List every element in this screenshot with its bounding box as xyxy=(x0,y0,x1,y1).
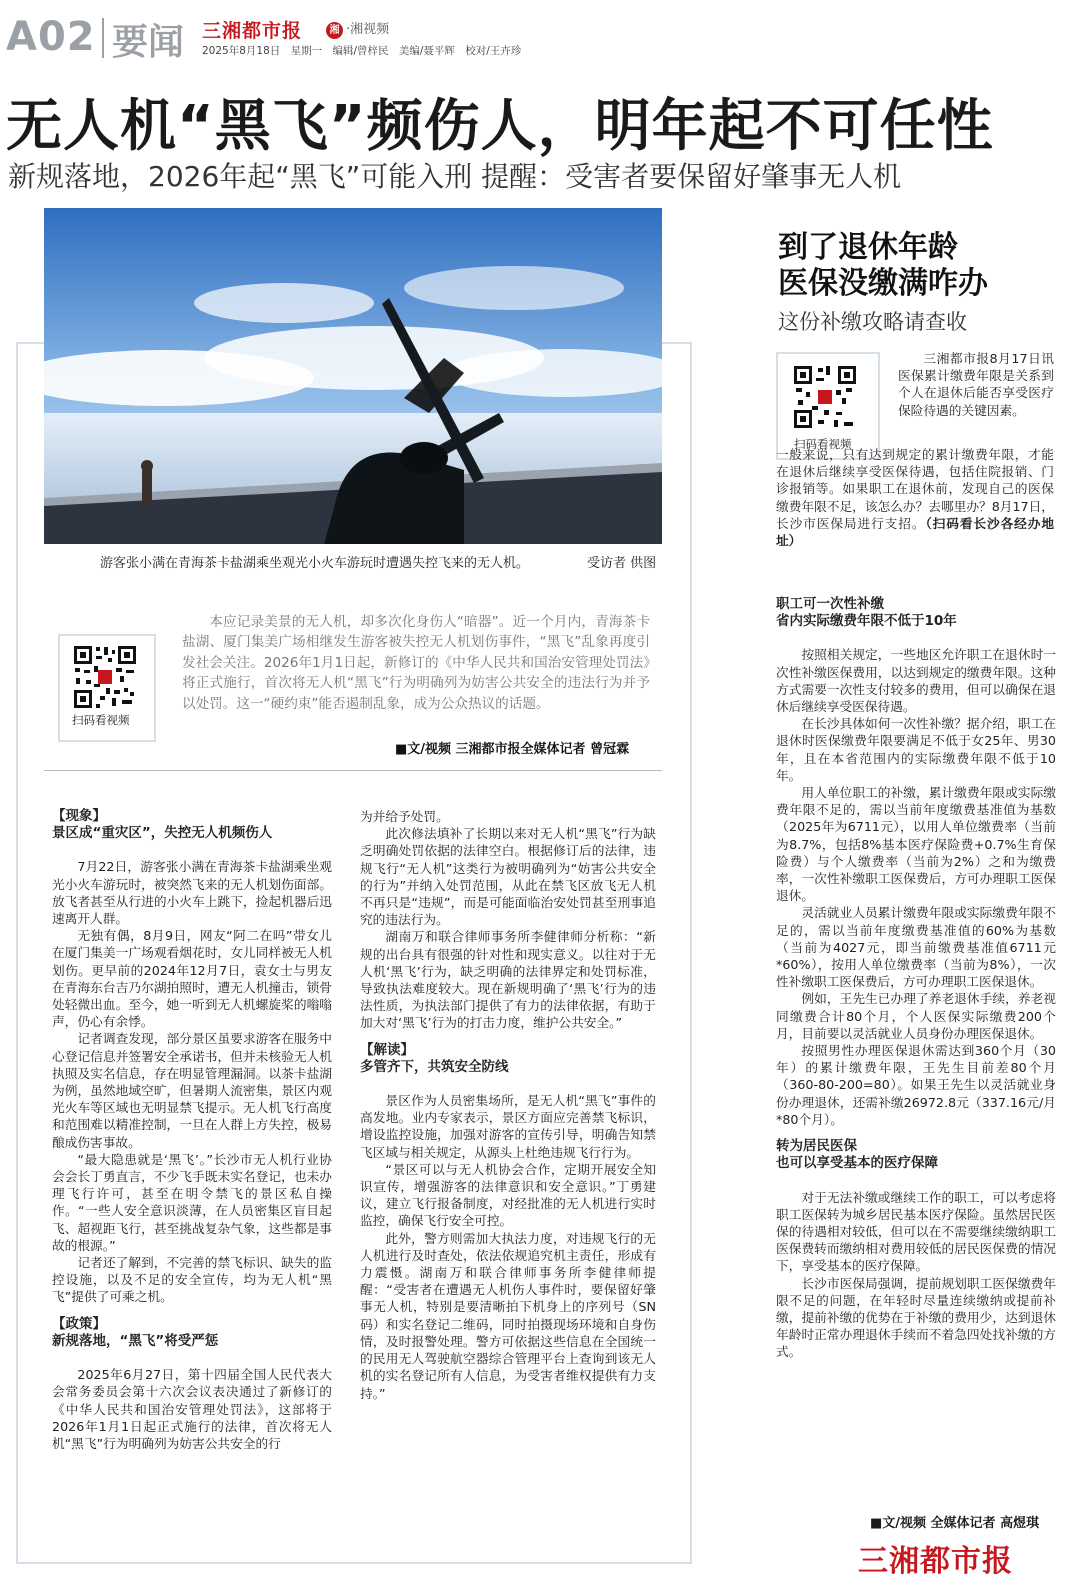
headline: 无人机“黑飞”频伤人，明年起不可任性 xyxy=(6,94,994,159)
section-name: 要闻 xyxy=(112,22,185,63)
qr-label: 扫码看视频 xyxy=(72,713,130,727)
dateline xyxy=(202,43,528,58)
video-logo xyxy=(326,18,389,39)
section-heading-policy: 新规落地，“黑飞”将受严惩 xyxy=(52,1332,219,1349)
side-qr-pattern xyxy=(792,364,858,430)
photo-credit: 受访者 供图 xyxy=(587,556,657,571)
paragraph: 按照相关规定，一些地区允许职工在退休时一次性补缴医保费用，以达到规定的缴费年限。这种方式需要一次性支付较多的费用，但可以确保在退休后继续享受医保待遇。 xyxy=(776,647,1056,715)
paragraph: 用人单位职工的补缴，累计缴费年限或实际缴费年限不足的，需以当前年度缴费基准值为基数（2025年为6711元），以用人单位缴费率（当前为8.7%，包括8%基本医疗保险费+0.7%生育保险费）与个人缴费率（当前为2%）之和为缴费率，一次性补缴职工医保费后，方可办理职工医保退休。 xyxy=(776,785,1056,904)
editor: 编辑/曾梓民 xyxy=(332,45,389,57)
side-headline-line1: 到了退休年龄 xyxy=(778,230,958,265)
paragraph: 在长沙具体如何一次性补缴？据介绍，职工在退休时医保缴费年限要满足不低于女25年、男30年，且在本省范围内的实际缴费年限不低于10年。 xyxy=(776,716,1056,783)
paragraph: 为并给予处罚。 xyxy=(360,809,449,824)
paragraph: 湖南万和联合律师事务所李健律师分析称：“新规的出台具有很强的针对性和现实意义。以往对于无人机‘黑飞’行为，缺乏明确的法律界定和处罚标准，导致执法难度较大。现在新规明确了‘黑飞’行为的违法性质，为执法部门提供了有力的法律依据，有助于加大对‘黑飞’行为的打击力度，维护公共安全。” xyxy=(360,929,656,1031)
paragraph: 无独有偶，8月9日，网友“阿二在吗”带女儿在厦门集美一广场观看烟花时，女儿同样被无人机划伤。更早前的2024年12月7日，袁女士与男友在青海东台吉乃尔湖拍照时，遭无人机撞击，锁骨处轻微出血。至今，她一听到无人机螺旋桨的嗡嗡声，仍心有余悸。 xyxy=(52,928,332,1030)
lead-separator xyxy=(44,770,662,771)
paragraph: 长沙市医保局强调，提前规划职工医保缴费年限不足的问题，在年轻时尽量连续缴纳或提前补缴，提前补缴的优势在于补缴的费用少，达到退休年龄时正常办理退休手续而不着急四处找补缴的方式。 xyxy=(776,1275,1056,1360)
paragraph: “最大隐患就是‘黑飞’。”长沙市无人机行业协会会长丁勇直言，不少飞手既未实名登记，也未办理飞行许可，甚至在明令禁飞的景区私自操作。“一些人安全意识淡薄，在人员密集区盲目起飞、超视距飞行，甚至挑战复杂气象，这些都是事故的根源。” xyxy=(52,1151,332,1253)
proofreader: 校对/王卉珍 xyxy=(465,45,522,57)
side-lead-note: （扫码看长沙各经办地址） xyxy=(776,515,1055,549)
paragraph: “景区可以与无人机协会合作，定期开展安全知识宣传，增强游客的法律意识和安全意识。”丁勇建议，建立飞行报备制度，对经批准的无人机进行实时监控，确保飞行安全可控。 xyxy=(360,1161,656,1229)
paper-logo: 三湘都市报 xyxy=(202,20,303,42)
paragraph: 2025年6月27日，第十四届全国人民代表大会常务委员会第十六次会议表决通过了新修订的《中华人民共和国治安管理处罚法》，这部将于2026年1月1日起正式施行的法律，首次将无人机“黑飞”行为明确列为妨害公共安全的行 xyxy=(52,1367,332,1451)
news-photo xyxy=(44,208,662,544)
weekday: 星期一 xyxy=(290,45,323,57)
side-heading-2b: 也可以享受基本的医疗保障 xyxy=(776,1155,938,1172)
section-tag-policy: 【政策】 xyxy=(52,1315,106,1332)
side-subheadline: 这份补缴攻略请查收 xyxy=(778,310,967,334)
paragraph: 一般来说，只有达到规定的累计缴费年限，才能在退休后继续享受医保待遇，包括住院报销、门诊报销等。如果职工在退休前，发现自己的医保缴费年限不足，该怎么办？去哪里办？8月17日，长沙市医保局进行支招。 xyxy=(776,447,1054,531)
side-lead-continued xyxy=(776,446,1054,549)
side-byline: ■文/视频 全媒体记者 高煜琪 xyxy=(870,1516,1040,1531)
paragraph: 按照男性办理医保退休需达到360个月（30年）的累计缴费年限，王先生目前差80个月（360-80-200=80）。如果王先生以灵活就业身份办理退休，还需补缴26972.8元（337.16元/月*80个月）。 xyxy=(776,1043,1056,1127)
paragraph: 此次修法填补了长期以来对无人机“黑飞”行为缺乏明确处罚依据的法律空白。根据修订后的法律，违规飞行“无人机”这类行为被明确列为“妨害公共安全的行为”并纳入处罚范围，从此在禁飞区放飞无人机不再只是“违规”，而是可能面临治安处罚甚至刑事追究的违法行为。 xyxy=(360,826,656,928)
header-divider xyxy=(102,18,104,58)
photo-caption: 游客张小满在青海茶卡盐湖乘坐观光小火车游玩时遭遇失控飞来的无人机。 xyxy=(100,556,530,571)
subheadline: 新规落地，2026年起“黑飞”可能入刑 提醒：受害者要保留好肇事无人机 xyxy=(8,160,902,193)
page-number: A02 xyxy=(6,14,96,60)
bottom-paper-logo: 三湘都市报 xyxy=(858,1544,1013,1579)
article-column-2 xyxy=(360,808,656,1402)
art-editor: 美编/聂平辉 xyxy=(398,45,455,57)
side-headline xyxy=(778,230,988,302)
side-heading-1a: 职工可一次性补缴 xyxy=(776,596,884,612)
paragraph: 灵活就业人员累计缴费年限或实际缴费年限不足的，需以当前年度缴费基准值的60%为基数（当前为4027元，即当前缴费基准值6711元*60%），按用人单位缴费率（当前为8%），一次性补缴职工医保费后，方可办理职工医保退休。 xyxy=(776,905,1056,990)
qr-pattern xyxy=(72,644,138,710)
video-logo-mark: 湘 xyxy=(326,22,343,39)
side-qr-code-icon[interactable] xyxy=(792,364,858,430)
section-heading-analysis: 多管齐下，共筑安全防线 xyxy=(360,1058,509,1075)
section-tag-analysis: 【解读】 xyxy=(360,1041,414,1058)
paragraph: 记者还了解到，不完善的禁飞标识、缺失的监控设施，以及不足的安全宣传，均为无人机“黑飞”提供了可乘之机。 xyxy=(52,1255,332,1305)
paragraph: 例如，王先生已办理了养老退休手续，养老视同缴费合计80个月，个人医保实际缴费200个月，目前要以灵活就业人员身份办理医保退休。 xyxy=(776,991,1056,1041)
lead-frame-spacer xyxy=(52,596,54,606)
paragraph: 7月22日，游客张小满在青海茶卡盐湖乘坐观光小火车游玩时，被突然飞来的无人机划伤面部。放飞者甚至从行进的小火车上跳下，捡起机器后迅速离开人群。 xyxy=(52,859,332,927)
side-heading-2a: 转为居民医保 xyxy=(776,1138,857,1155)
article-column-1 xyxy=(52,808,332,1452)
paragraph: 景区作为人员密集场所，是无人机“黑飞”事件的高发地。业内专家表示，景区方面应完善禁飞标识，增设监控设施，加强对游客的宣传引导，明确告知禁飞区域与相关规定，从源头上杜绝违规飞行行为。 xyxy=(360,1093,656,1160)
paragraph: 此外，警方则需加大执法力度，对违规飞行的无人机进行及时查处，依法依规追究机主责任，形成有力震慑。湖南万和联合律师事务所李健律师提醒：“受害者在遭遇无人机伤人事件时，要保留好肇事无人机，特别是要清晰拍下机身上的序列号（SN码）和实名登记二维码，同时拍摄现场环境和自身伤情，及时报警处理。警方可依据这些信息在全国统一的民用无人驾驶航空器综合管理平台上查询到该无人机的实名登记所有人信息，为受害者维权提供有力支持。” xyxy=(360,1230,656,1401)
side-headline-line2: 医保没缴满咋办 xyxy=(778,266,988,301)
drone-photo-illustration xyxy=(44,208,662,544)
qr-code-icon[interactable] xyxy=(72,644,138,710)
section-heading-phenomenon: 景区成“重灾区”，失控无人机频伤人 xyxy=(52,825,273,842)
section-tag-phenomenon: 【现象】 xyxy=(52,808,106,824)
article-byline: ■文/视频 三湘都市报全媒体记者 曾冠霖 xyxy=(395,742,630,757)
date: 2025年8月18日 xyxy=(202,45,281,57)
side-article-body xyxy=(776,596,1056,1361)
article-lead: 本应记录美景的无人机，却多次化身伤人“暗器”。近一个月内，青海茶卡盐湖、厦门集美广场相继发生游客被失控无人机划伤事件，“黑飞”乱象再度引发社会关注。2026年1月1日起，新修订的《中华人民共和国治安管理处罚法》将正式施行，首次将无人机“黑飞”行为明确列为妨害公共安全的违法行为并予以处罚。这一“硬约束”能否遏制乱象，成为公众热议的话题。 xyxy=(182,614,650,712)
paragraph: 对于无法补缴或继续工作的职工，可以考虑将职工医保转为城乡居民基本医疗保险。虽然居民医保的待遇相对较低，但可以在不需要继续缴纳职工医保费转而缴纳相对费用较低的居民医保费的情况下，享受基本的医疗保障。 xyxy=(776,1189,1056,1274)
side-lead: 三湘都市报8月17日讯 医保累计缴费年限是关系到个人在退休后能否享受医疗保险待遇的关键因素。 xyxy=(898,351,1054,418)
side-heading-1b: 省内实际缴费年限不低于10年 xyxy=(776,613,957,630)
paragraph: 记者调查发现，部分景区虽要求游客在服务中心登记信息并签署安全承诺书，但并未核验无人机执照及实名信息，存在明显管理漏洞。以茶卡盐湖为例，虽然地域空旷，但暑期人流密集，景区内观光火车等区域也无明显禁飞提示。无人机飞行高度和范围难以精准控制，一旦在人群上方失控，极易酿成伤害事故。 xyxy=(52,1031,332,1150)
side-qr-label: 扫码看视频 xyxy=(794,437,852,451)
video-logo-label: ·湘视频 xyxy=(346,22,390,37)
